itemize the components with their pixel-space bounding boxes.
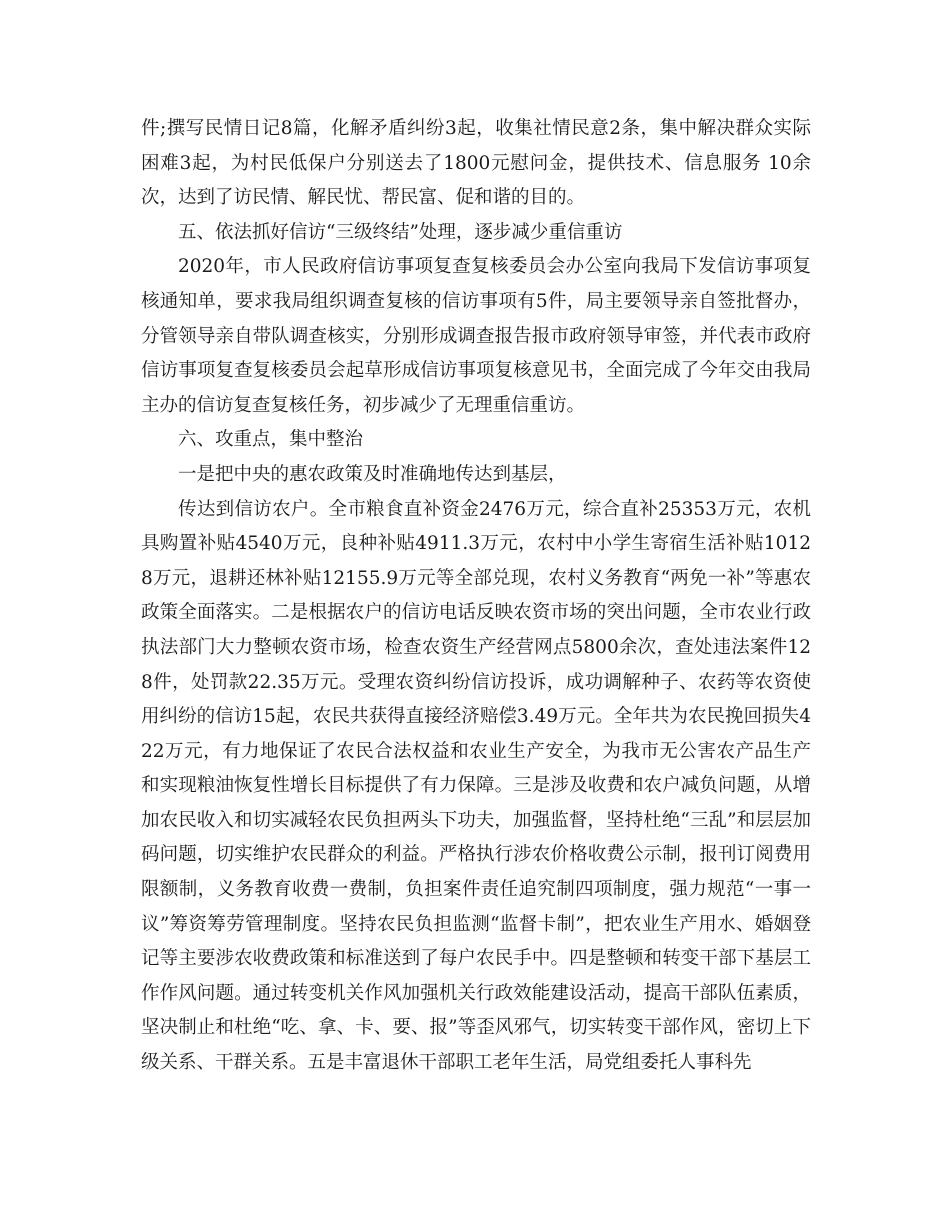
paragraph-continuation: 件;撰写民情日记8篇，化解矛盾纠纷3起，收集社情民意2条，集中解决群众实际困难3起，为村民低保户分别送去了1800元慰问金，提供技术、信息服务 10余次，达到了访民情、解民忧、帮民富、促和谐的目的。: [141, 118, 811, 209]
paragraph-policy-detail: 传达到信访农户。全市粮食直补资金2476万元，综合直补25353万元，农机具购置补贴4540万元，良种补贴4911.3万元，农村中小学生寄宿生活补贴10128万元，退耕还林补贴12155.9万元等全部兑现，农村义务教育“两免一补”等惠农政策全面落实。二是根据农户的信访电话反映农资市场的突出问题，全市农业行政执法部门大力整顿农资市场，检查农资生产经营网点5800余次，查处违法案件128件，处罚款22.35万元。受理农资纠纷信访投诉，成功调解种子、农药等农资使用纠纷的信访15起，农民共获得直接经济赔偿3.49万元。全年共为农民挽回损失422万元，有力地保证了农民合法权益和农业生产安全，为我市无公害农产品生产和实现粮油恢复性增长目标提供了有力保障。三是涉及收费和农户减负问题，从增加农民收入和切实减轻农民负担两头下功夫，加强监督，坚持杜绝“三乱”和层层加码问题，切实维护农民群众的利益。严格执行涉农价格收费公示制，报刊订阅费用限额制，义务教育收费一费制，负担案件责任追究制四项制度，强力规范“一事一议”筹资筹劳管理制度。坚持农民负担监测“监督卡制”，把农业生产用水、婚姻登记等主要涉农收费政策和标准送到了每户农民手中。四是整顿和转变干部下基层工作作风问题。通过转变机关作风加强机关行政效能建设活动，提高干部队伍素质，坚决制止和杜绝“吃、拿、卡、要、报”等歪风邪气，切实转变干部作风，密切上下级关系、干群关系。五是丰富退休干部职工老年生活，局党组委托人事科先: [141, 498, 811, 1074]
section-heading-five: 五、依法抓好信访“三级终结”处理，逐步减少重信重访: [178, 221, 623, 243]
paragraph-review: 2020年，市人民政府信访事项复查复核委员会办公室向我局下发信访事项复核通知单，要求我局组织调查复核的信访事项有5件，局主要领导亲自签批督办，分管领导亲自带队调查核实，分别形成调查报告报市政府领导审签，并代表市政府信访事项复查复核委员会起草形成信访事项复核意见书，全面完成了今年交由我局主办的信访复查复核任务，初步减少了无理重信重访。: [141, 256, 811, 416]
paragraph-policy-intro: 一是把中央的惠农政策及时准确地传达到基层，: [178, 463, 567, 485]
document-body: [141, 112, 811, 1081]
section-heading-six: 六、攻重点，集中整治: [178, 429, 364, 451]
